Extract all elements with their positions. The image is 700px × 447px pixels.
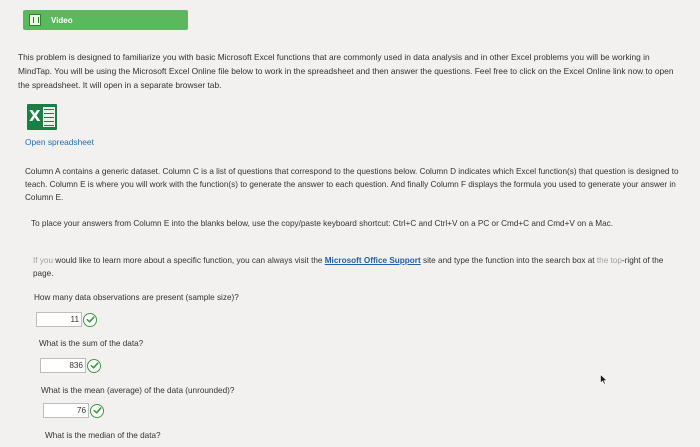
- question-median: What is the median of the data?: [45, 431, 161, 440]
- instructions-columns: Column A contains a generic dataset. Column C is a list of questions that correspond to the questions below. Column D indicates which Excel function(s) that question is designed to teach. Column E is where you will work with the function(s) to generate the answer to each question. And finally Column F displays the formula you used to generate your answer in Column E.: [25, 167, 679, 202]
- instructions-support: [33, 254, 683, 280]
- check-icon: [83, 313, 97, 327]
- mouse-pointer-icon: [600, 374, 608, 385]
- open-spreadsheet-link[interactable]: Open spreadsheet: [25, 137, 94, 147]
- microsoft-office-support-link[interactable]: Microsoft Office Support: [324, 256, 421, 265]
- instructions-copy-paste: To place your answers from Column E into the blanks below, use the copy/paste keyboard shortcut: Ctrl+C and Ctrl+V on a PC or Cmd+C and Cmd+V on a Mac.: [31, 219, 614, 228]
- check-icon: [87, 359, 101, 373]
- answer-input-sample-size[interactable]: 11: [36, 312, 82, 327]
- answer-input-mean[interactable]: 76: [43, 403, 89, 418]
- excel-icon[interactable]: [27, 104, 57, 130]
- answer-row-sample-size: [36, 312, 97, 327]
- check-icon: [90, 404, 104, 418]
- question-sum: What is the sum of the data?: [39, 339, 144, 348]
- faded-text-start: If you: [33, 256, 54, 265]
- faded-text-mid: the top: [596, 256, 622, 265]
- support-text-end: -right of the page.: [33, 256, 664, 278]
- answer-row-mean: [43, 403, 104, 418]
- question-sample-size: How many data observations are present (sample size)?: [34, 293, 239, 302]
- support-text-before: would like to learn more about a specific function, you can always visit the: [53, 256, 325, 265]
- answer-row-sum: [40, 358, 101, 373]
- answer-input-sum[interactable]: 836: [40, 358, 86, 373]
- question-mean: What is the mean (average) of the data (unrounded)?: [41, 386, 235, 395]
- excel-letter: X: [29, 107, 41, 125]
- video-label: Video: [51, 15, 73, 25]
- support-text-after: site and type the function into the search box at: [420, 256, 597, 265]
- video-icon: [29, 14, 41, 26]
- video-button[interactable]: [23, 10, 188, 30]
- excel-grid-icon: [43, 107, 55, 127]
- intro-text: This problem is designed to familiarize you with basic Microsoft Excel functions that are commonly used in data analysis and in other Excel problems you will be working in MindTap. You will be using the Microsoft Excel Online file below to work in the spreadsheet and then answer the questions. Feel free to click on the Excel Online link now to open the spreadsheet. It will open in a separate browser tab.: [18, 52, 674, 90]
